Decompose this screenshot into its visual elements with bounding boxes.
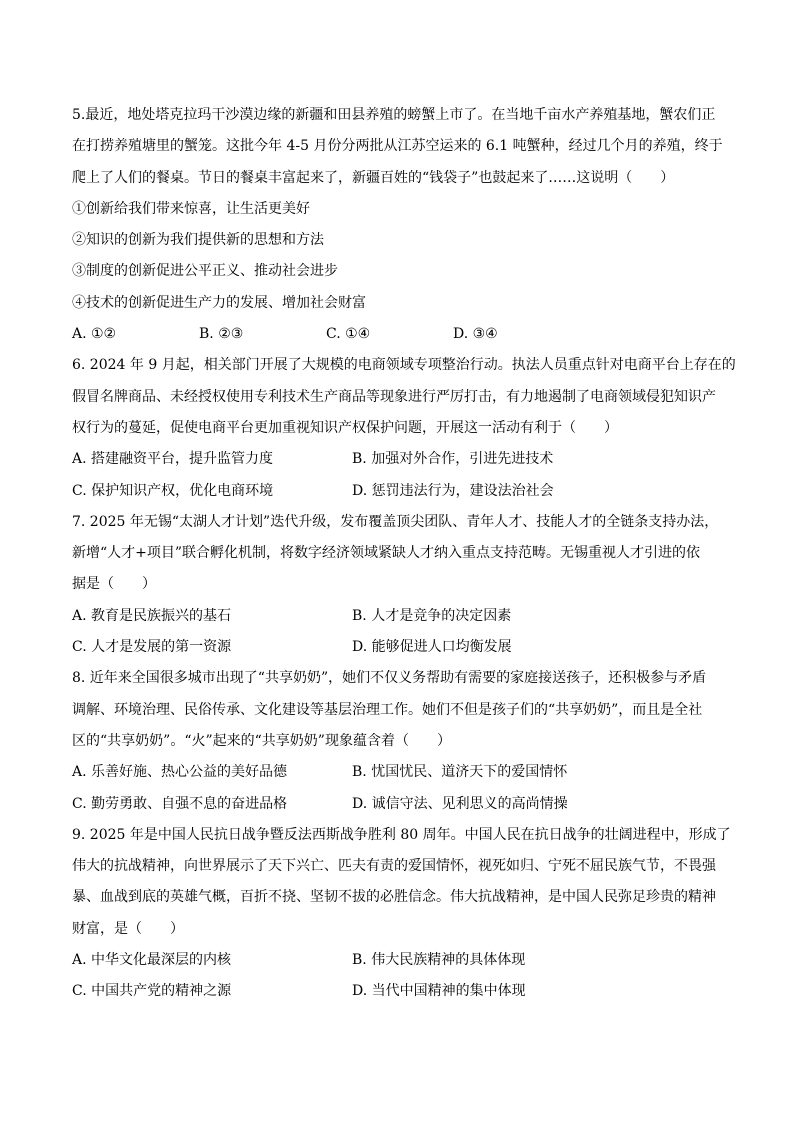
- stem-line: 7. 2025 年无锡“太湖人才计划”迭代升级，发布覆盖顶尖团队、青年人才、技能人才的全链条支持办法，: [72, 513, 719, 530]
- option-c: C. 人才是发展的第一资源: [72, 639, 232, 656]
- question-8: [72, 663, 722, 819]
- stem-line: 9. 2025 年是中国人民抗日战争暨反法西斯战争胜利 80 周年。中国人民在抗日战争的壮阔进程中，形成了: [72, 826, 731, 843]
- stem-line: 财富，是（ ）: [72, 920, 184, 937]
- statement-4: ④技术的创新促进生产力的发展、增加社会财富: [72, 294, 366, 311]
- stem-line: 5.最近，地处塔克拉玛干沙漠边缘的新疆和田县养殖的螃蟹上市了。在当地千亩水产养殖基地，蟹农们正: [72, 107, 716, 123]
- options-row: [72, 757, 722, 788]
- question-stem: [72, 820, 731, 945]
- stem-line: 区的“共享奶奶”。“火”起来的“共享奶奶”现象蕴含着（ ）: [72, 732, 451, 749]
- option-c: C. 中国共产党的精神之源: [72, 983, 232, 1000]
- stem-line: 据是（ ）: [72, 576, 156, 593]
- question-stem: [72, 100, 722, 194]
- options-row: [72, 319, 722, 350]
- options-row: [72, 632, 722, 663]
- option-b: B. 人才是竞争的决定因素: [352, 607, 512, 624]
- options-row: [72, 789, 722, 820]
- stem-line: 暴、血战到底的英雄气概，百折不挠、坚韧不拔的必胜信念。伟大抗战精神，是中国人民弥足珍贵的精神: [72, 889, 716, 906]
- option-a: A. 乐善好施、热心公益的美好品德: [72, 764, 288, 781]
- option-c: C. 勤劳勇敢、自强不息的奋进品格: [72, 795, 288, 812]
- option-b: B. ②③: [199, 326, 244, 343]
- stem-line: 6. 2024 年 9 月起，相关部门开展了大规模的电商领域专项整治行动。执法人员重点针对电商平台上存在的: [72, 357, 736, 374]
- option-d: D. 当代中国精神的集中体现: [352, 983, 526, 1000]
- option-d: D. 惩罚违法行为，建设法治社会: [352, 482, 554, 499]
- question-6: [72, 350, 736, 506]
- option-b: B. 伟大民族精神的具体体现: [352, 952, 526, 969]
- stem-line: 伟大的抗战精神，向世界展示了天下兴亡、匹夫有责的爱国情怀，视死如归、宁死不屈民族气节，不畏强: [72, 858, 716, 875]
- question-stem: [72, 507, 722, 601]
- question-5: [72, 100, 722, 350]
- option-a: A. 教育是民族振兴的基石: [72, 607, 232, 624]
- question-stem: [72, 663, 722, 757]
- options-row: [72, 976, 722, 1007]
- statement-2: ②知识的创新为我们提供新的思想和方法: [72, 232, 324, 249]
- statement-1: ①创新给我们带来惊喜，让生活更美好: [72, 200, 310, 217]
- option-b: B. 加强对外合作，引进先进技术: [352, 451, 554, 468]
- stem-line: 假冒名牌商品、未经授权使用专利技术生产商品等现象进行严厉打击，有力地遏制了电商领域侵犯知识产: [72, 388, 716, 405]
- option-d: D. ③④: [453, 326, 498, 343]
- question-7: [72, 507, 722, 663]
- option-a: A. 中华文化最深层的内核: [72, 952, 232, 969]
- options-row: [72, 476, 722, 507]
- option-c: C. 保护知识产权，优化电商环境: [72, 482, 274, 499]
- stem-line: 权行为的蔓延，促使电商平台更加重视知识产权保护问题，开展这一活动有利于（ ）: [72, 419, 618, 436]
- option-d: D. 诚信守法、见利思义的高尚情操: [352, 795, 568, 812]
- option-d: D. 能够促进人口均衡发展: [352, 639, 512, 656]
- options-row: [72, 444, 722, 475]
- question-stem: [72, 350, 736, 444]
- statement-3: ③制度的创新促进公平正义、推动社会进步: [72, 263, 338, 280]
- stem-line: 8. 近年来全国很多城市出现了“共享奶奶”，她们不仅义务帮助有需要的家庭接送孩子，还积极参与矛盾: [72, 670, 707, 687]
- option-a: A. ①②: [72, 326, 117, 343]
- option-c: C. ①④: [326, 326, 371, 343]
- stem-line: 新增“人才+项目”联合孵化机制，将数字经济领域紧缺人才纳入重点支持范畴。无锡重视人才引进的依: [72, 545, 701, 562]
- stem-line: 爬上了人们的餐桌。节日的餐桌丰富起来了，新疆百姓的“钱袋子”也鼓起来了……这说明（ ）: [72, 169, 675, 186]
- options-row: [72, 601, 722, 632]
- stem-line: 在打捞养殖塘里的蟹笼。这批今年 4-5 月份分两批从江苏空运来的 6.1 吨蟹种，经过几个月的养殖，终于: [72, 138, 723, 155]
- question-9: [72, 820, 731, 1008]
- stem-line: 调解、环境治理、民俗传承、文化建设等基层治理工作。她们不但是孩子们的“共享奶奶”，而且是全社: [72, 701, 703, 718]
- option-a: A. 搭建融资平台，提升监管力度: [72, 451, 274, 468]
- option-b: B. 忧国忧民、道济天下的爱国情怀: [352, 764, 568, 781]
- options-row: [72, 945, 722, 976]
